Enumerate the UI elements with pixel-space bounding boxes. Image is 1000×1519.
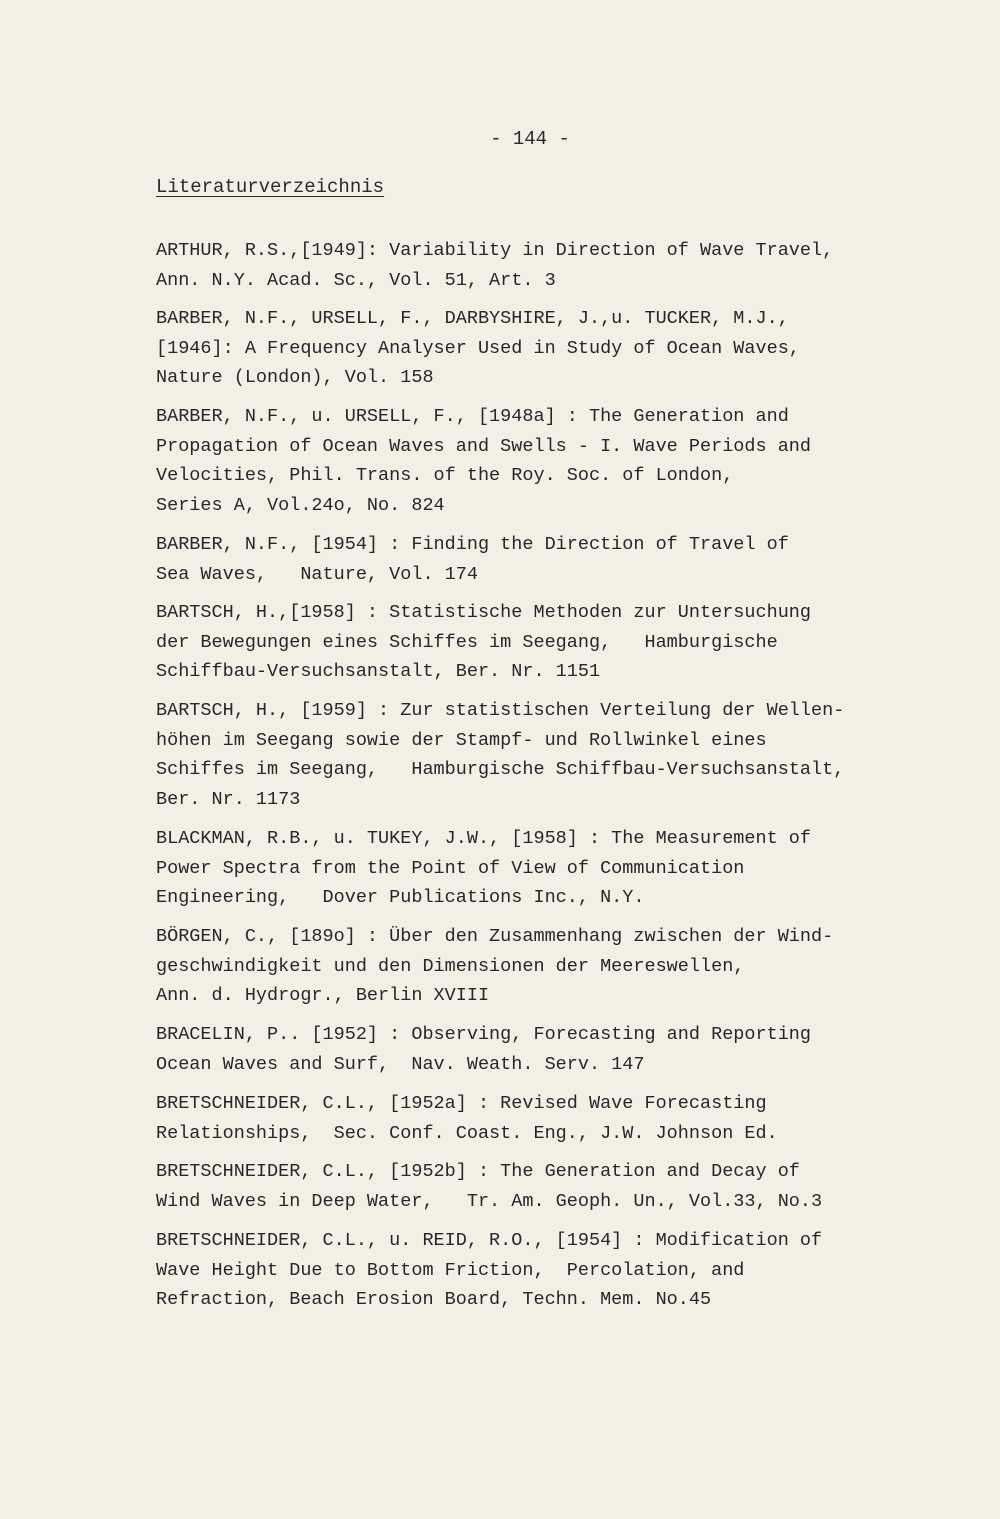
reference-line: BRETSCHNEIDER, C.L., [1952b] : The Generation and Decay of bbox=[156, 1161, 800, 1182]
reference-line: Sea Waves, Nature, Vol. 174 bbox=[156, 563, 478, 585]
reference-line: BARBER, N.F., [1954] : Finding the Direction of Travel of bbox=[156, 534, 789, 555]
reference-line: Power Spectra from the Point of View of Communication bbox=[156, 857, 745, 879]
reference-line: Wave Height Due to Bottom Friction, Percolation, and bbox=[156, 1259, 745, 1281]
reference-line: ARTHUR, R.S.,[1949]: Variability in Direction of Wave Travel, bbox=[156, 240, 834, 261]
reference-line: der Bewegungen eines Schiffes im Seegang, Hamburgische bbox=[156, 631, 778, 653]
reference-entry bbox=[156, 696, 844, 814]
reference-line: [1946]: A Frequency Analyser Used in Study of Ocean Waves, bbox=[156, 337, 800, 359]
reference-entry bbox=[156, 304, 800, 393]
reference-entry bbox=[156, 1226, 822, 1315]
reference-entry bbox=[156, 1157, 822, 1216]
reference-line: Nature (London), Vol. 158 bbox=[156, 367, 434, 388]
reference-line: Relationships, Sec. Conf. Coast. Eng., J.W. Johnson Ed. bbox=[156, 1122, 778, 1144]
reference-entry bbox=[156, 922, 833, 1011]
reference-entry bbox=[156, 236, 833, 295]
reference-line: BARTSCH, H., [1959] : Zur statistischen Verteilung der Wellen- bbox=[156, 700, 845, 721]
reference-line: Refraction, Beach Erosion Board, Techn. Mem. No.45 bbox=[156, 1289, 712, 1310]
reference-line: BARBER, N.F., u. URSELL, F., [1948a] : The Generation and bbox=[156, 406, 789, 427]
reference-line: Ber. Nr. 1173 bbox=[156, 788, 301, 810]
reference-line: Wind Waves in Deep Water, Tr. Am. Geoph. Un., Vol.33, No.3 bbox=[156, 1190, 823, 1212]
reference-line: Propagation of Ocean Waves and Swells - I. Wave Periods and bbox=[156, 435, 812, 457]
reference-line: BÖRGEN, C., [189o] : Über den Zusammenhang zwischen der Wind- bbox=[156, 926, 834, 947]
page-number: - 144 - bbox=[490, 128, 570, 150]
reference-line: BLACKMAN, R.B., u. TUKEY, J.W., [1958] : The Measurement of bbox=[156, 828, 812, 849]
reference-line: BARBER, N.F., URSELL, F., DARBYSHIRE, J.,u. TUCKER, M.J., bbox=[156, 308, 789, 329]
reference-entry bbox=[156, 1089, 778, 1148]
reference-line: BRETSCHNEIDER, C.L., [1952a] : Revised Wave Forecasting bbox=[156, 1093, 767, 1114]
reference-line: Schiffes im Seegang, Hamburgische Schiffbau-Versuchsanstalt, bbox=[156, 759, 845, 780]
reference-line: Velocities, Phil. Trans. of the Roy. Soc. of London, bbox=[156, 465, 734, 486]
section-heading: Literaturverzeichnis bbox=[156, 176, 385, 198]
reference-line: Ann. N.Y. Acad. Sc., Vol. 51, Art. 3 bbox=[156, 269, 556, 291]
reference-line: höhen im Seegang sowie der Stampf- und Rollwinkel eines bbox=[156, 729, 767, 751]
reference-line: Schiffbau-Versuchsanstalt, Ber. Nr. 1151 bbox=[156, 661, 601, 682]
reference-entry bbox=[156, 530, 789, 589]
reference-entry bbox=[156, 402, 811, 520]
reference-entry bbox=[156, 598, 811, 687]
reference-line: geschwindigkeit und den Dimensionen der Meereswellen, bbox=[156, 955, 745, 977]
reference-entry bbox=[156, 1020, 811, 1079]
reference-line: Ann. d. Hydrogr., Berlin XVIII bbox=[156, 985, 490, 1006]
reference-line: BRETSCHNEIDER, C.L., u. REID, R.O., [1954] : Modification of bbox=[156, 1230, 823, 1251]
reference-line: Engineering, Dover Publications Inc., N.Y. bbox=[156, 887, 645, 908]
reference-line: BRACELIN, P.. [1952] : Observing, Forecasting and Reporting bbox=[156, 1024, 812, 1045]
reference-entry bbox=[156, 824, 811, 913]
reference-line: Series A, Vol.24o, No. 824 bbox=[156, 494, 445, 516]
reference-line: Ocean Waves and Surf, Nav. Weath. Serv. 147 bbox=[156, 1053, 645, 1075]
reference-line: BARTSCH, H.,[1958] : Statistische Methoden zur Untersuchung bbox=[156, 602, 812, 623]
